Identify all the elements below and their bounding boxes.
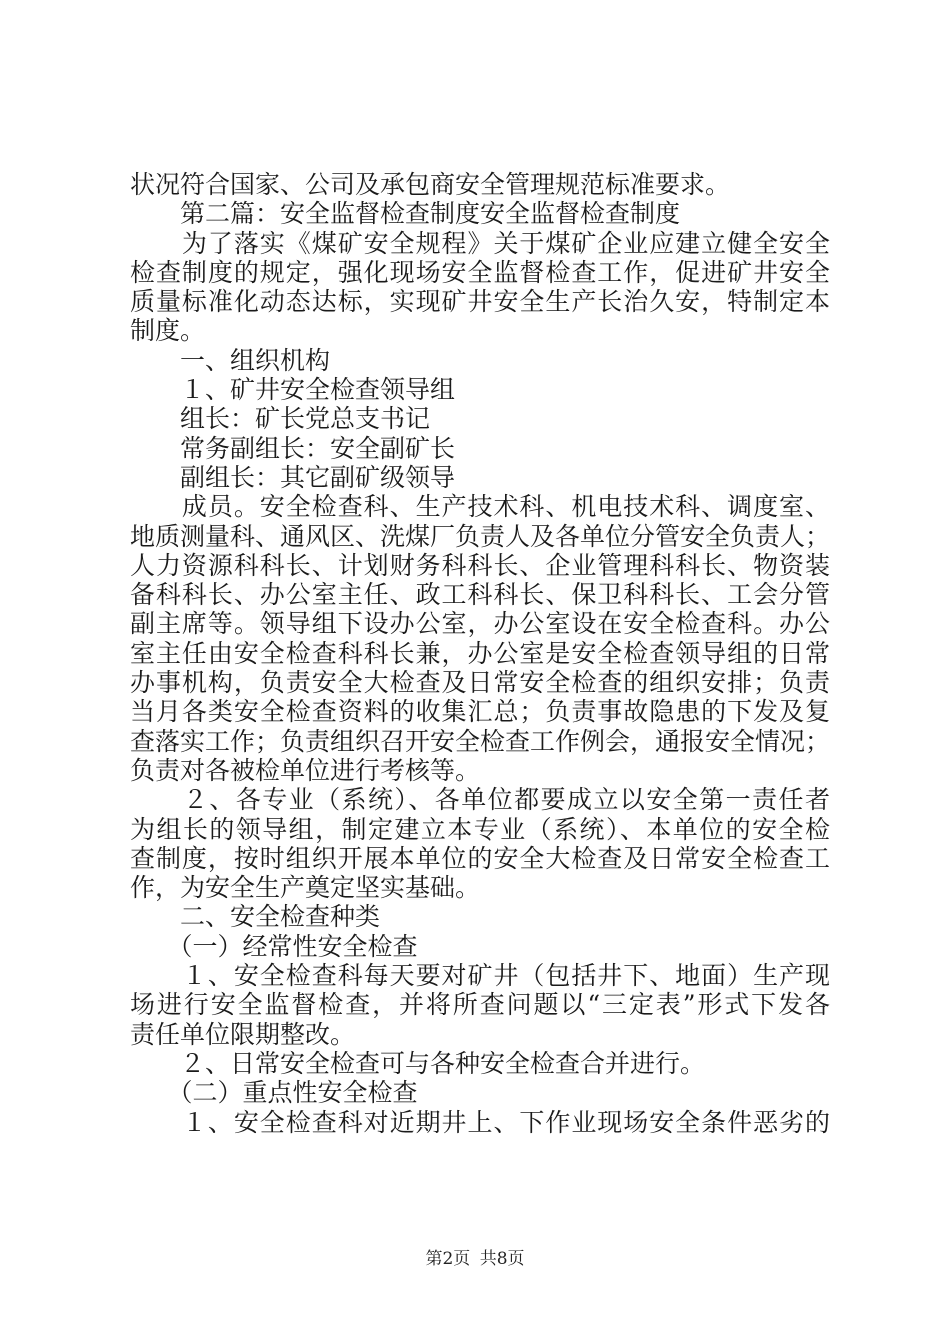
text-line: 查制度，按时组织开展本单位的安全大检查及日常安全检查工 — [130, 843, 830, 873]
text-line: １、安全检查科每天要对矿井（包括井下、地面）生产现 — [130, 961, 830, 991]
text-line: 成员。安全检查科、生产技术科、机电技术科、调度室、 — [130, 492, 830, 522]
text-line: ２、日常安全检查可与各种安全检查合并进行。 — [130, 1048, 706, 1078]
text-line: １、矿井安全检查领导组 — [130, 375, 456, 405]
text-line: 为组长的领导组，制定建立本专业（系统）、本单位的安全检 — [130, 814, 830, 844]
text-line: 作，为安全生产奠定坚实基础。 — [130, 873, 481, 903]
text-line: 场进行安全监督检查，并将所查问题以“三定表”形式下发各 — [130, 990, 830, 1020]
text-line: 人力资源科科长、计划财务科科长、企业管理科科长、物资装 — [130, 550, 830, 580]
text-line: 责任单位限期整改。 — [130, 1019, 356, 1049]
text-line: 制度。 — [130, 316, 206, 346]
text-line: 负责对各被检单位进行考核等。 — [130, 755, 481, 785]
heading-line: 一、组织机构 — [130, 345, 331, 375]
text-line: 地质测量科、通风区、洗煤厂负责人及各单位分管安全负责人； — [130, 521, 831, 551]
text-line: 质量标准化动态达标，实现矿井安全生产长治久安，特制定本 — [130, 287, 830, 317]
subheading-line: （二）重点性安全检查 — [130, 1078, 418, 1108]
text-line: 组长：矿长党总支书记 — [130, 404, 431, 434]
document-body — [130, 170, 830, 1137]
section-title-line: 第二篇：安全监督检查制度安全监督检查制度 — [130, 199, 681, 229]
text-line: 查落实工作；负责组织召开安全检查工作例会，通报安全情况； — [130, 726, 831, 756]
text-line: 状况符合国家、公司及承包商安全管理规范标准要求。 — [130, 170, 731, 199]
text-line: 副主席等。领导组下设办公室，办公室设在安全检查科。办公 — [130, 609, 830, 639]
text-line: 副组长：其它副矿级领导 — [130, 462, 456, 492]
page-total: 共8页 — [479, 1249, 525, 1269]
text-line: 常务副组长：安全副矿长 — [130, 433, 456, 463]
subheading-line: （一）经常性安全检查 — [130, 931, 418, 961]
text-line: 当月各类安全检查资料的收集汇总；负责事故隐患的下发及复 — [130, 697, 830, 727]
page-number: 第2页 — [425, 1249, 471, 1269]
text-line: 检查制度的规定，强化现场安全监督检查工作，促进矿井安全 — [130, 257, 830, 287]
text-line: 办事机构，负责安全大检查及日常安全检查的组织安排；负责 — [130, 668, 830, 698]
text-line: 室主任由安全检查科科长兼，办公室是安全检查领导组的日常 — [130, 638, 830, 668]
text-line: 备科科长、办公室主任、政工科科长、保卫科科长、工会分管 — [130, 580, 830, 610]
text-line: ２、各专业（系统）、各单位都要成立以安全第一责任者 — [130, 785, 830, 815]
heading-line: 二、安全检查种类 — [130, 902, 381, 932]
text-line: １、安全检查科对近期井上、下作业现场安全条件恶劣的 — [130, 1107, 830, 1137]
text-line: 为了落实《煤矿安全规程》关于煤矿企业应建立健全安全 — [130, 228, 830, 258]
page-footer — [0, 1244, 950, 1269]
